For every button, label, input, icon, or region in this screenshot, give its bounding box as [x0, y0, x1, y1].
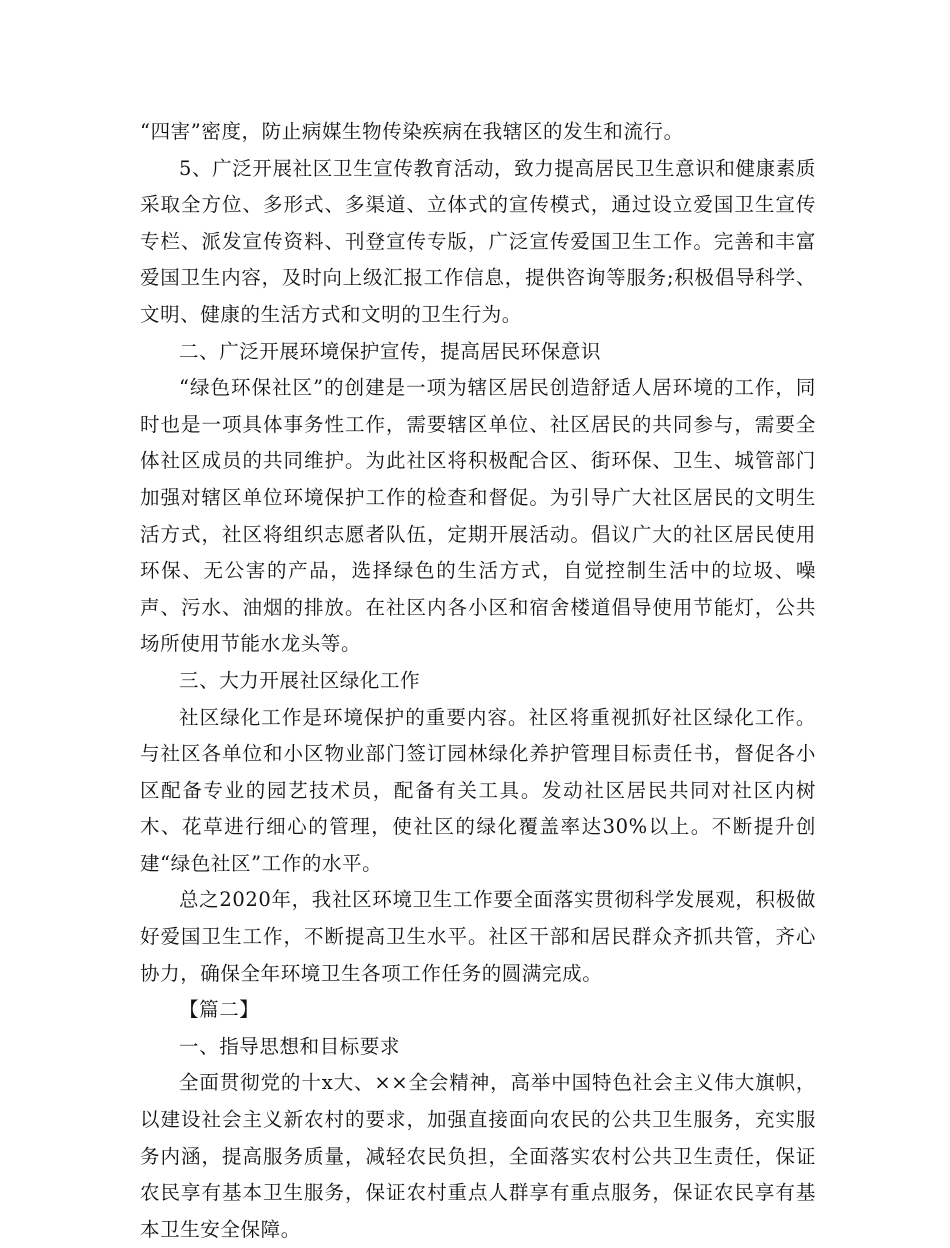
paragraph-guiding-ideology: 全面贯彻党的十x大、××全会精神，高举中国特色社会主义伟大旗帜，以建设社会主义新农村的要求，加强直接面向农民的公共卫生服务，充实服务内涵，提高服务质量，减轻农民负担，全面落实农村公共卫生责任，保证农民享有基本卫生服务，保证农村重点人群享有重点服务，保证农民享有基本卫生安全保障。: [140, 1071, 816, 1241]
section-heading-guiding-ideology: 一、指导思想和目标要求: [179, 1034, 401, 1058]
paragraph-summary: 总之2020年，我社区环境卫生工作要全面落实贯彻科学发展观，积极做好爱国卫生工作，不断提高卫生水平。社区干部和居民群众齐抓共管，齐心协力，确保全年环境卫生各项工作任务的圆满完成。: [140, 888, 816, 985]
paragraph-green-community: “绿色环保社区”的创建是一项为辖区居民创造舒适人居环境的工作，同时也是一项具体事务性工作，需要辖区单位、社区居民的共同参与，需要全体社区成员的共同维护。为此社区将积极配合区、街环保、卫生、城管部门加强对辖区单位环境保护工作的检查和督促。为引导广大社区居民的文明生活方式，社区将组织志愿者队伍，定期开展活动。倡议广大的社区居民使用环保、无公害的产品，选择绿色的生活方式，自觉控制生活中的垃圾、噪声、污水、油烟的排放。在社区内各小区和宿舍楼道倡导使用节能灯，公共场所使用节能水龙头等。: [140, 376, 816, 656]
paragraph-four-pests-continuation: “四害”密度，防止病媒生物传染疾病在我辖区的发生和流行。: [140, 120, 684, 143]
part-two-title: 【篇二】: [179, 998, 260, 1022]
section-heading-environmental-protection: 二、广泛开展环境保护宣传，提高居民环保意识: [179, 339, 602, 363]
document-body: [140, 114, 816, 1248]
paragraph-greening-work: 社区绿化工作是环境保护的重要内容。社区将重视抓好社区绿化工作。与社区各单位和小区物业部门签订园林绿化养护管理目标责任书，督促各小区配备专业的园艺技术员，配备有关工具。发动社区居民共同对社区内树木、花草进行细心的管理，使社区的绿化覆盖率达30%以上。不断提升创建“绿色社区”工作的水平。: [140, 705, 816, 875]
section-heading-greening: 三、大力开展社区绿化工作: [179, 668, 421, 692]
paragraph-health-education: 5、广泛开展社区卫生宣传教育活动，致力提高居民卫生意识和健康素质采取全方位、多形式、多渠道、立体式的宣传模式，通过设立爱国卫生宣传专栏、派发宣传资料、刊登宣传专版，广泛宣传爱国卫生工作。完善和丰富爱国卫生内容，及时向上级汇报工作信息，提供咨询等服务;积极倡导科学、文明、健康的生活方式和文明的卫生行为。: [140, 156, 816, 326]
